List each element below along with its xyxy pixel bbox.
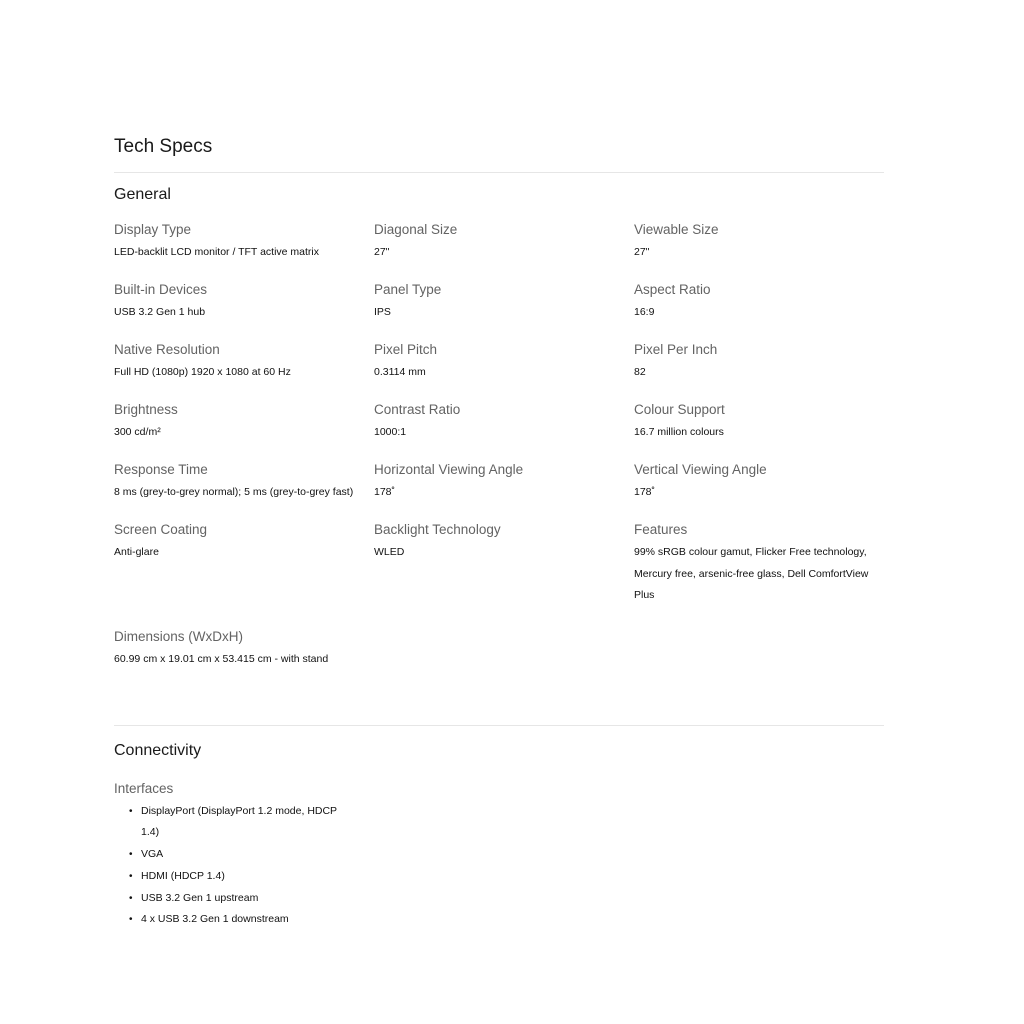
spec-label: Colour Support xyxy=(634,402,725,417)
bullet-icon: • xyxy=(129,914,133,926)
spec-interfaces xyxy=(114,780,374,932)
spec-value: WLED xyxy=(374,546,405,558)
spec-value: 178˚ xyxy=(634,486,656,498)
spec-label: Contrast Ratio xyxy=(374,402,461,417)
bullet-icon: • xyxy=(129,805,133,817)
page-title: Tech Specs xyxy=(114,134,884,173)
spec-label: Diagonal Size xyxy=(374,222,458,237)
bullet-icon: • xyxy=(129,849,133,861)
list-item xyxy=(129,866,351,888)
spec-viewable-size xyxy=(634,221,884,281)
spec-value: 99% sRGB colour gamut, Flicker Free technology, Mercury free, arsenic-free glass, Dell ComfortView Plus xyxy=(634,546,869,601)
spec-label: Features xyxy=(634,522,688,537)
spec-built-in-devices xyxy=(114,281,374,341)
spec-panel-type xyxy=(374,281,634,341)
section-divider xyxy=(114,725,884,726)
spec-value: IPS xyxy=(374,306,391,318)
spec-value: USB 3.2 Gen 1 hub xyxy=(114,306,206,318)
spec-value: 27" xyxy=(634,246,650,258)
spec-pixel-pitch xyxy=(374,341,634,401)
spec-aspect-ratio xyxy=(634,281,884,341)
interface-text: VGA xyxy=(141,848,164,861)
spec-value: LED-backlit LCD monitor / TFT active matrix xyxy=(114,246,319,258)
list-item xyxy=(129,888,351,910)
spec-label: Screen Coating xyxy=(114,522,208,537)
spec-vertical-viewing-angle xyxy=(634,461,884,521)
list-item xyxy=(129,909,351,931)
spec-native-resolution xyxy=(114,341,374,401)
connectivity-section-title: Connectivity xyxy=(114,741,202,759)
spec-value: Full HD (1080p) 1920 x 1080 at 60 Hz xyxy=(114,366,291,378)
bullet-icon: • xyxy=(129,892,133,904)
spec-label: Vertical Viewing Angle xyxy=(634,462,767,477)
spec-value: 178˚ xyxy=(374,486,396,498)
spec-features xyxy=(634,521,884,607)
spec-value: 82 xyxy=(634,366,646,378)
general-spec-grid xyxy=(114,221,884,688)
spec-value: 60.99 cm x 19.01 cm x 53.415 cm - with stand xyxy=(114,652,329,665)
spec-colour-support xyxy=(634,401,884,461)
interface-text: HDMI (HDCP 1.4) xyxy=(141,869,225,882)
spec-value: 27" xyxy=(374,246,390,258)
spec-pixel-per-inch xyxy=(634,341,884,401)
bullet-icon: • xyxy=(129,870,133,882)
spec-dimensions xyxy=(114,628,374,688)
spec-label: Display Type xyxy=(114,222,192,237)
spec-value: 8 ms (grey-to-grey normal); 5 ms (grey-to-grey fast) xyxy=(114,486,354,498)
spec-horizontal-viewing-angle xyxy=(374,461,634,521)
spec-response-time xyxy=(114,461,374,521)
spec-value: 0.3114 mm xyxy=(374,366,426,378)
spec-label: Viewable Size xyxy=(634,222,719,237)
spec-screen-coating xyxy=(114,521,374,607)
spec-label: Interfaces xyxy=(114,780,174,796)
spacer xyxy=(634,607,884,628)
spec-label: Aspect Ratio xyxy=(634,282,711,297)
spacer xyxy=(374,607,634,628)
spec-display-type xyxy=(114,221,374,281)
general-section-title: General xyxy=(114,186,171,203)
interface-text: USB 3.2 Gen 1 upstream xyxy=(141,891,259,904)
spec-value: 300 cd/m² xyxy=(114,426,161,438)
spec-label: Pixel Per Inch xyxy=(634,342,718,357)
spec-label: Brightness xyxy=(114,402,178,417)
spec-value: 16:9 xyxy=(634,306,655,318)
spec-value: 16.7 million colours xyxy=(634,426,724,438)
interface-text: DisplayPort (DisplayPort 1.2 mode, HDCP 1.4) xyxy=(141,804,337,839)
spec-label: Built-in Devices xyxy=(114,282,208,297)
spec-label: Response Time xyxy=(114,462,208,477)
spec-label: Pixel Pitch xyxy=(374,342,438,357)
spec-label: Panel Type xyxy=(374,282,442,297)
spec-value: Anti-glare xyxy=(114,546,159,558)
tech-specs-container xyxy=(114,134,884,931)
spec-label: Dimensions (WxDxH) xyxy=(114,628,244,644)
spec-contrast-ratio xyxy=(374,401,634,461)
list-item xyxy=(129,844,351,866)
spacer xyxy=(114,607,374,628)
spec-brightness xyxy=(114,401,374,461)
spec-value: 1000:1 xyxy=(374,426,407,438)
spec-label: Horizontal Viewing Angle xyxy=(374,462,524,477)
interface-text: 4 x USB 3.2 Gen 1 downstream xyxy=(141,913,289,926)
list-item xyxy=(129,801,351,845)
interfaces-list xyxy=(114,801,374,932)
spec-backlight-technology xyxy=(374,521,634,607)
spec-diagonal-size xyxy=(374,221,634,281)
spec-label: Backlight Technology xyxy=(374,522,501,537)
spec-label: Native Resolution xyxy=(114,342,220,357)
